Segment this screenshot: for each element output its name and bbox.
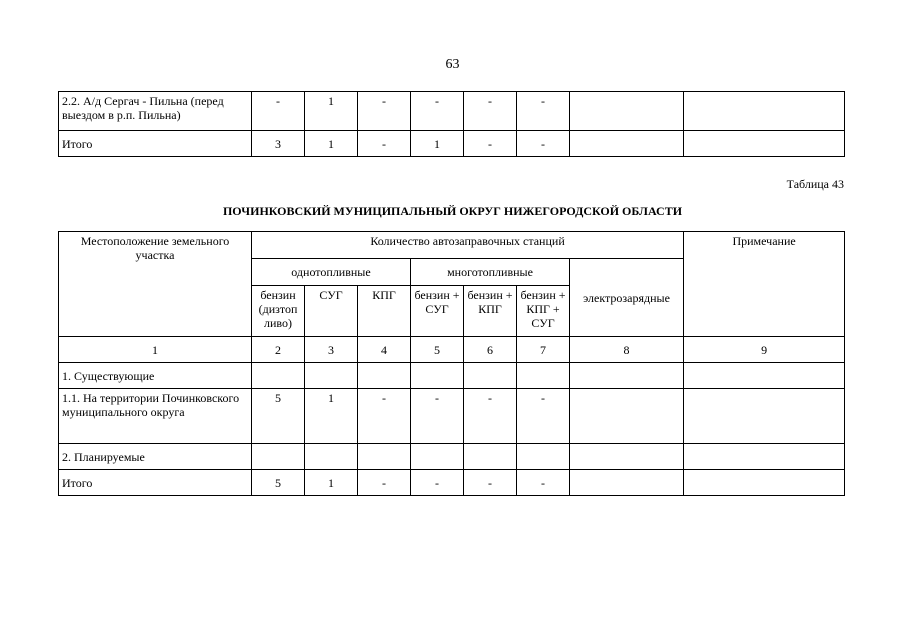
table-cell [570,131,684,157]
table-cell [684,470,845,496]
table-cell [684,444,845,470]
header-row [59,232,845,259]
table-cell: - [411,389,464,444]
table-cell [411,363,464,389]
table-cell: 5 [252,389,305,444]
row-label: 2. Планируемые [59,444,252,470]
table-cell [684,131,845,157]
row-label: Итого [59,131,252,157]
table-cell: - [411,92,464,131]
table-cell: - [252,92,305,131]
column-numbers-row [59,337,845,363]
table-cell: - [358,131,411,157]
table-row [59,131,845,157]
table-row [59,92,845,131]
table-cell: - [358,389,411,444]
table-cell [684,363,845,389]
table-cell [358,363,411,389]
column-number: 8 [570,337,684,363]
header-multi-fuel: многотопливные [411,259,570,286]
header-sub: бензин + СУГ [411,286,464,337]
table-cell [411,444,464,470]
gas-stations-table [58,231,845,496]
table-cell: 1 [305,131,358,157]
header-sub: КПГ [358,286,411,337]
header-single-fuel: однотопливные [252,259,411,286]
table-caption: Таблица 43 [786,177,844,191]
row-label: Итого [59,470,252,496]
column-number: 4 [358,337,411,363]
header-note: Примечание [684,232,845,337]
table-cell: - [464,92,517,131]
table-cell: - [464,389,517,444]
table-cell: - [411,470,464,496]
table-cell [517,444,570,470]
table-cell: 1 [305,389,358,444]
table-row [59,444,845,470]
column-number: 5 [411,337,464,363]
table-cell [305,363,358,389]
table-cell: - [358,470,411,496]
header-sub: бензин + КПГ + СУГ [517,286,570,337]
header-count: Количество автозаправочных станций [252,232,684,259]
table-cell [252,363,305,389]
table-cell: 3 [252,131,305,157]
table-cell: - [517,389,570,444]
table-row [59,363,845,389]
table-cell [684,389,845,444]
table-cell [570,363,684,389]
header-sub: бензин + КПГ [464,286,517,337]
table-cell [252,444,305,470]
table-cell [358,444,411,470]
table-cell [570,389,684,444]
table-cell [570,470,684,496]
table-cell [517,363,570,389]
column-number: 7 [517,337,570,363]
row-label: 1.1. На территории Починковского муниципального округа [59,389,252,444]
header-sub: СУГ [305,286,358,337]
table-cell: - [517,131,570,157]
table-cell: 1 [305,470,358,496]
table-cell [305,444,358,470]
header-sub: бензин (дизтоп ливо) [252,286,305,337]
page-number: 63 [445,57,460,72]
table-cell: - [464,470,517,496]
table-cell: 5 [252,470,305,496]
column-number: 3 [305,337,358,363]
header-location: Местоположение земельного участка [59,232,252,337]
column-number: 1 [59,337,252,363]
header-electric: электрозарядные [570,259,684,337]
table-cell [464,444,517,470]
previous-table-continuation [58,91,845,157]
row-label: 2.2. А/д Сергач - Пильна (перед выездом в р.п. Пильна) [59,92,252,131]
table-cell [464,363,517,389]
table-cell [684,92,845,131]
table-cell [570,444,684,470]
table-title: ПОЧИНКОВСКИЙ МУНИЦИПАЛЬНЫЙ ОКРУГ НИЖЕГОРОДСКОЙ ОБЛАСТИ [222,204,683,218]
table-cell [570,92,684,131]
table-cell: 1 [411,131,464,157]
table-cell: - [464,131,517,157]
row-label: 1. Существующие [59,363,252,389]
table-cell: - [517,470,570,496]
table-cell: - [517,92,570,131]
column-number: 9 [684,337,845,363]
column-number: 2 [252,337,305,363]
column-number: 6 [464,337,517,363]
table-row [59,389,845,444]
table-row [59,470,845,496]
table-cell: 1 [305,92,358,131]
table-cell: - [358,92,411,131]
